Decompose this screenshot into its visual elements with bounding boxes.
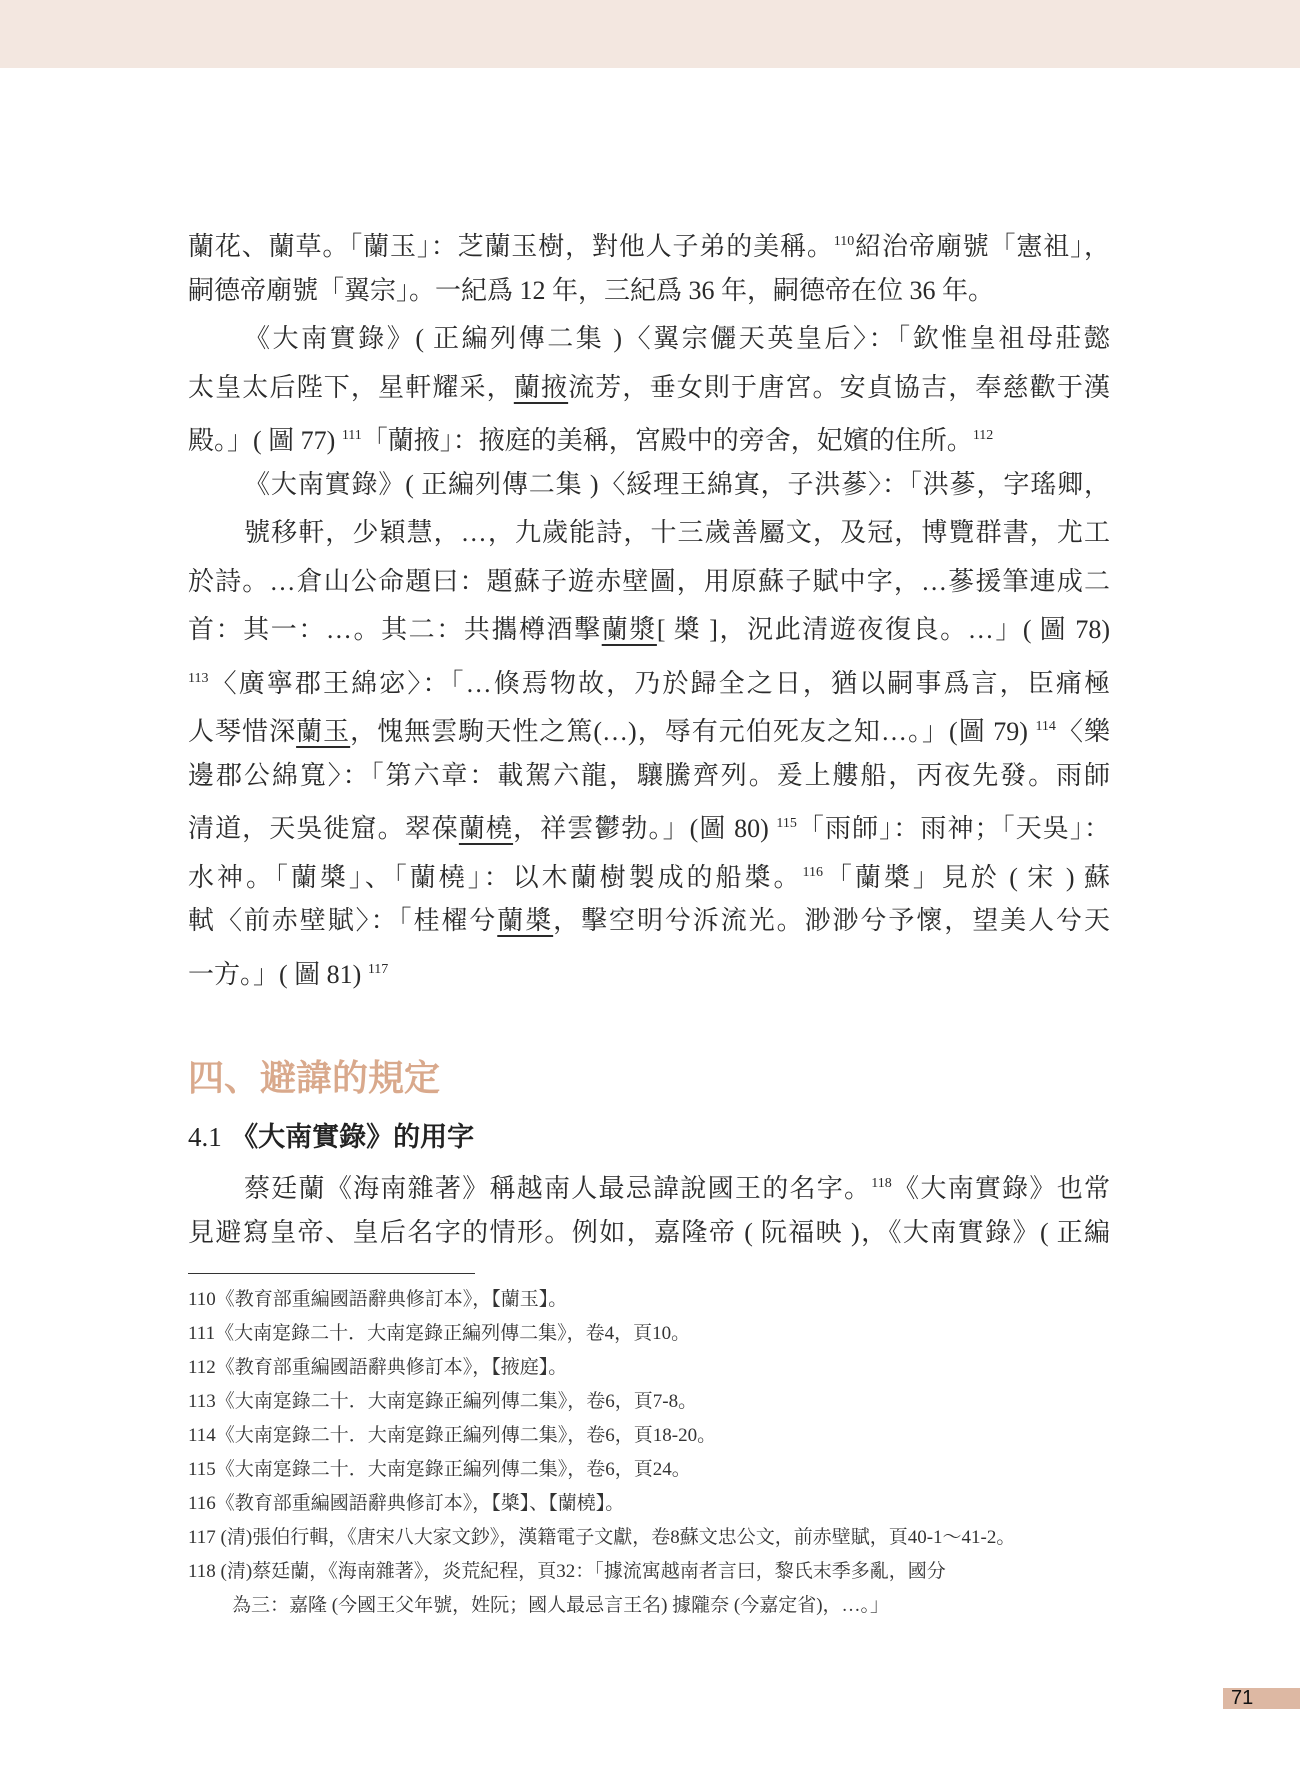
subsection-heading (188, 1115, 474, 1154)
text-segment: 號移軒，少穎慧，…，九歲能詩，十三歲善屬文，及冠，博覽群書，尤工 (244, 518, 1110, 547)
text-line (188, 1160, 1110, 1209)
text-line (188, 703, 1110, 752)
footnote: 118 (清)蔡廷蘭，《海南雜著》，炎荒紀程，頁32：「據流寓越南者言曰，黎氏末季多亂，國分 (188, 1561, 946, 1582)
footnote: 113《大南寔錄二十．大南寔錄正編列傳二集》，卷6，頁7-8。 (188, 1391, 698, 1412)
footnote-divider (188, 1273, 475, 1274)
text-line (188, 218, 1110, 267)
text-segment: 〈樂 (1055, 717, 1110, 746)
top-band (0, 0, 1300, 68)
footnote-ref: 114 (1035, 719, 1056, 734)
text-line (188, 606, 1110, 655)
text-segment: ，擊空明兮泝流光。渺渺兮予懷，望美人兮天 (553, 906, 1110, 935)
text-segment: 蔡廷蘭《海南雜著》稱越南人最忌諱說國王的名字。 (244, 1174, 872, 1203)
underlined-term: 蘭漿 (601, 615, 657, 644)
text-segment: 《大南實錄》也常 (891, 1174, 1110, 1203)
text-line (188, 364, 1110, 413)
text-segment: 「雨師」：雨神；「天吳」： (796, 814, 1110, 843)
text-segment: 一方。」( 圖 81) (188, 959, 368, 989)
text-segment: [ 槳 ]，況此清遊夜復良。…」( 圖 78) (656, 615, 1110, 644)
page-number: 71 (1223, 1688, 1300, 1709)
text-segment: 「蘭槳」見於 ( 宋 ) 蘇 (822, 862, 1110, 892)
text-segment: 殿。」( 圖 77) (188, 426, 342, 455)
footnote: 114《大南寔錄二十．大南寔錄正編列傳二集》，卷6，頁18-20。 (188, 1425, 717, 1446)
footnote-ref: 117 (367, 961, 389, 977)
text-segment: 嗣德帝廟號「翼宗」。一紀爲 12 年，三紀爲 36 年，嗣德帝在位 36 年。 (188, 275, 995, 305)
text-segment: 邊郡公綿寬〉：「第六章：載駕六龍，驤騰齊列。爰上艛船，丙夜先發。雨師 (188, 760, 1110, 790)
footnote: 117 (清)張伯行輯，《唐宋八大家文鈔》，漢籍電子文獻，卷8蘇文忠公文，前赤壁賦，頁40-1～41-2。 (188, 1527, 1016, 1548)
text-segment: 軾〈前赤壁賦〉：「桂櫂兮 (188, 906, 498, 935)
footnote-ref: 115 (776, 816, 797, 831)
footnote-ref: 113 (188, 670, 209, 686)
subsection-number: 4.1 (188, 1122, 222, 1152)
text-line (188, 558, 1110, 607)
text-line (188, 849, 1110, 898)
text-line (188, 509, 1110, 558)
section-heading: 四、避諱的規定 (188, 1058, 441, 1099)
text-line (188, 412, 1110, 461)
footnote: 115《大南寔錄二十．大南寔錄正編列傳二集》，卷6，頁24。 (188, 1459, 691, 1480)
text-segment: ，祥雲鬱勃。」(圖 80) (513, 814, 777, 843)
text-segment: ，愧無雲駒天性之篤(…)，辱有元伯死友之知…。」(圖 79) (350, 717, 1036, 746)
underlined-term: 蘭掖 (513, 372, 569, 402)
footnote: 為三：嘉隆 (今國王父年號，姓阮；國人最忌言王名) 據隴奈 (今嘉定省)，…。」 (232, 1595, 890, 1616)
footnote-ref: 111 (341, 428, 362, 443)
text-segment: 水神。「蘭槳」、「蘭橈」：以木蘭樹製成的船槳。 (188, 862, 803, 892)
text-segment: 「蘭掖」：掖庭的美稱，宮殿中的旁舍，妃嬪的住所。 (361, 426, 973, 455)
text-line (188, 897, 1110, 946)
text-segment: 蘭花、蘭草。「蘭玉」：芝蘭玉樹，對他人子弟的美稱。 (188, 232, 834, 261)
footnotes (188, 1283, 1128, 1623)
text-segment: 於詩。…倉山公命題曰：題蘇子遊赤壁圖，用原蘇子賦中字，…蔘援筆連成二 (188, 566, 1110, 596)
footnote: 116《教育部重編國語辭典修訂本》，【槳】、【蘭橈】。 (188, 1493, 625, 1514)
text-segment: 人琴惜深 (188, 717, 297, 746)
subsection-title: 《大南實錄》的用字 (231, 1122, 475, 1153)
underlined-term: 蘭橈 (458, 814, 514, 843)
text-line (188, 655, 1110, 704)
underlined-term: 蘭槳 (497, 906, 554, 935)
text-segment: 首：其一：…。其二：共攜樽酒擊 (188, 615, 602, 644)
footnote: 110《教育部重編國語辭典修訂本》，【蘭玉】。 (188, 1289, 568, 1310)
text-segment: 流芳，垂女則于唐宮。安貞協吉，奉慈歡于漢 (568, 372, 1110, 402)
text-line (188, 1209, 1110, 1258)
main-body-text (188, 218, 1110, 994)
text-segment: 紹治帝廟號「憲祖」， (854, 232, 1110, 261)
text-line (188, 267, 1110, 316)
text-segment: 《大南實錄》( 正編列傳二集 )〈綏理王綿寘，子洪蔘〉：「洪蔘，字瑤卿， (244, 469, 1110, 499)
footnote-ref: 110 (833, 234, 855, 249)
text-line (188, 315, 1110, 364)
text-segment: 〈廣寧郡王綿宓〉：「…倏焉物故，乃於歸全之日，猶以嗣事爲言，臣痛極 (208, 668, 1110, 698)
footnote-ref: 118 (871, 1176, 892, 1191)
text-segment: 《大南實錄》( 正編列傳二集 )〈翼宗儷天英皇后〉：「欽惟皇祖母莊懿 (244, 324, 1110, 353)
footnote-ref: 116 (802, 864, 823, 880)
underlined-term: 蘭玉 (296, 717, 351, 746)
section-body-text (188, 1160, 1110, 1257)
footnote: 112《教育部重編國語辭典修訂本》，【掖庭】。 (188, 1357, 568, 1378)
text-line (188, 946, 1110, 995)
text-line (188, 800, 1110, 849)
footnote: 111《大南寔錄二十．大南寔錄正編列傳二集》，卷4，頁10。 (188, 1323, 691, 1344)
text-segment: 清道，天吳徙窟。翠葆 (188, 814, 459, 843)
text-segment: 太皇太后陛下，星軒耀采， (188, 372, 514, 402)
text-line (188, 461, 1110, 510)
footnote-ref: 112 (972, 428, 994, 443)
text-segment: 見避寫皇帝、皇后名字的情形。例如，嘉隆帝 ( 阮福映 )，《大南實錄》( 正編 (188, 1217, 1110, 1247)
text-line (188, 752, 1110, 801)
